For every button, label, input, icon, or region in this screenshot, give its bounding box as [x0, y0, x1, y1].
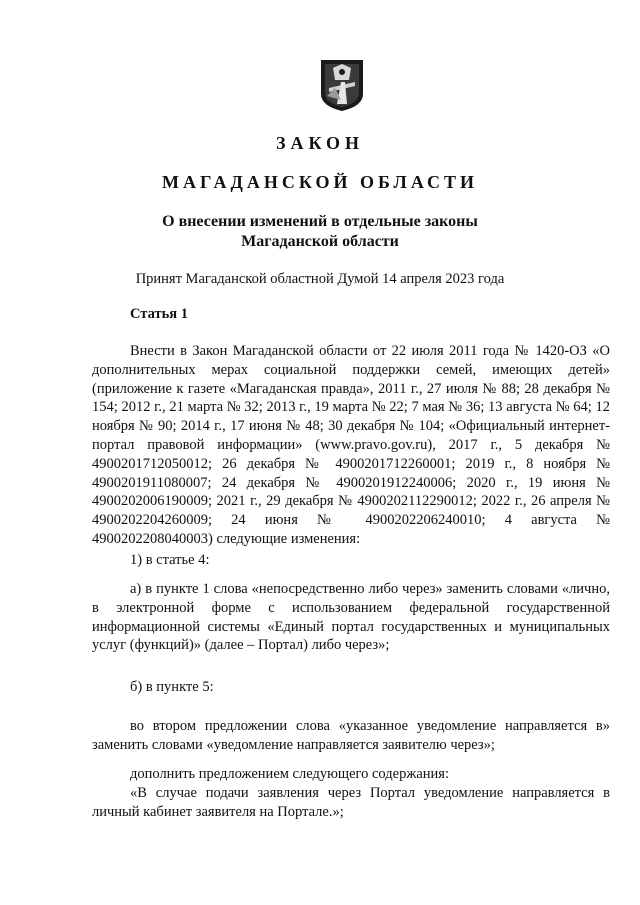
- item-1-text: 1) в статье 4:: [130, 552, 210, 568]
- item-1b-p2-lead: дополнить предложением следующего содержания:: [130, 766, 449, 782]
- subtitle-line-2: Магаданской области: [241, 233, 399, 250]
- item-1b-p1-text: во втором предложении слова «указанное уведомление направляется в» заменить словами «уведомление направляется заявителю через»;: [92, 718, 610, 753]
- article-heading: Статья 1: [130, 306, 188, 322]
- item-1b-paragraph-1: [92, 717, 610, 755]
- adoption-note: Принят Магаданской областной Думой 14 апреля 2023 года: [135, 271, 505, 287]
- article-intro-paragraph: [92, 342, 610, 549]
- item-1b-paragraph-2: [92, 765, 610, 821]
- item-1b: [92, 678, 610, 697]
- document-subtitle: [0, 212, 640, 252]
- item-1a: [92, 580, 610, 655]
- subtitle-line-1: О внесении изменений в отдельные законы: [162, 213, 478, 230]
- item-1: [92, 551, 610, 570]
- intro-text: Внести в Закон Магаданской области от 22 июля 2011 года № 1420-ОЗ «О дополнительных мерах социальной поддержки семей, имеющих детей» (приложение к газете «Магаданская правда», 2011 г., 27 июля № 88; 28 декабря № 154; 2012 г., 21 марта № 32; 2013 г., 19 марта № 22; 7 мая № 36; 13 августа № 64; 12 ноября № 90; 2014 г., 17 июня № 48; 30 декабря № 104; «Официальный интернет-портал правовой информации» (www.pravo.gov.ru), 2017 г., 5 декабря № 4900201712050012; 26 декабря № 4900201712260001; 2019 г., 8 ноября № 4900201911080007; 24 декабря № 4900201912240006; 2020 г., 19 июня № 4900202006190009; 2021 г., 29 декабря № 4900202112290012; 2022 г., 26 апреля № 4900202204260009; 24 июня № 4900202206240010; 4 августа № 4900202208040003) следующие изменения:: [92, 343, 610, 547]
- item-1b-p2-quote: «В случае подачи заявления через Портал уведомление направляется в личный кабинет заявителя на Портале.»;: [92, 784, 610, 820]
- item-1a-text: а) в пункте 1 слова «непосредственно либо через» заменить словами «лично, в электронной форме с использованием федеральной государственной информационной системы «Единый портал государственных и муниципальных услуг (функций)» (далее – Портал) либо через»;: [92, 581, 610, 654]
- item-1b-text: б) в пункте 5:: [130, 679, 214, 695]
- document-region-title: МАГАДАНСКОЙ ОБЛАСТИ: [162, 172, 478, 192]
- coat-of-arms-icon: [319, 58, 365, 112]
- document-title: ЗАКОН: [275, 133, 365, 153]
